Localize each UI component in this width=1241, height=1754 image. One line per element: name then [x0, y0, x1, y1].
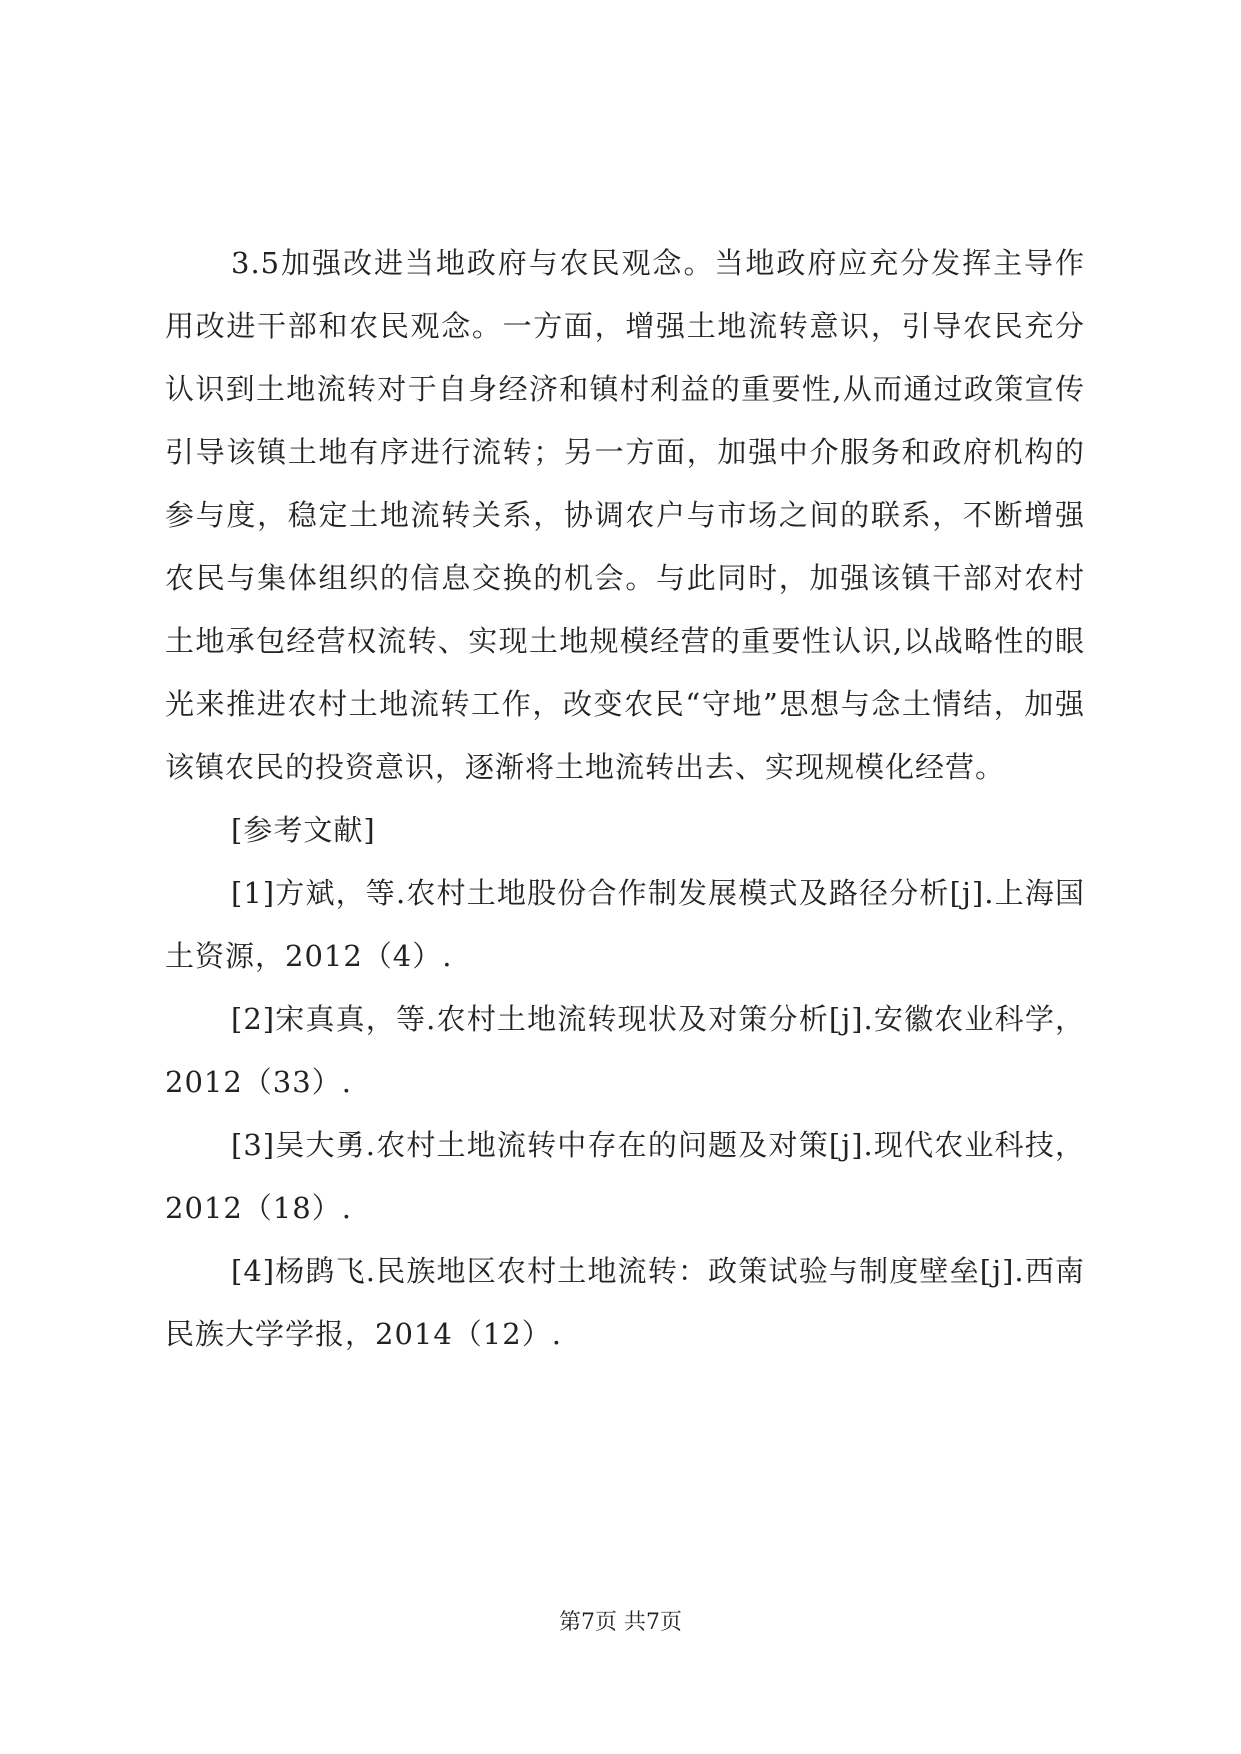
reference-item-4: [4]杨鹍飞.民族地区农村土地流转：政策试验与制度壁垒[j].西南民族大学学报，2014（12）.: [165, 1254, 1085, 1351]
reference-item-3: [3]吴大勇.农村土地流转中存在的问题及对策[j].现代农业科技，2012（18）.: [165, 1128, 1085, 1225]
body-paragraph: 3.5加强改进当地政府与农民观念。当地政府应充分发挥主导作用改进干部和农民观念。一方面，增强土地流转意识，引导农民充分认识到土地流转对于自身经济和镇村利益的重要性,从而通过政策宣传引导该镇土地有序进行流转；另一方面，加强中介服务和政府机构的参与度，稳定土地流转关系，协调农户与市场之间的联系，不断增强农民与集体组织的信息交换的机会。与此同时，加强该镇干部对农村土地承包经营权流转、实现土地规模经营的重要性认识,以战略性的眼光来推进农村土地流转工作，改变农民“守地”思想与念土情结，加强该镇农民的投资意识，逐渐将土地流转出去、实现规模化经营。: [165, 246, 1085, 784]
page-footer: 第7页 共7页: [559, 1610, 682, 1635]
references-heading: [参考文献]: [231, 813, 376, 847]
reference-item-2: [2]宋真真，等.农村土地流转现状及对策分析[j].安徽农业科学，2012（33）.: [165, 1002, 1085, 1099]
document-content: [165, 232, 1085, 1366]
reference-item-1: [1]方斌，等.农村土地股份合作制发展模式及路径分析[j].上海国土资源，2012（4）.: [165, 876, 1085, 973]
